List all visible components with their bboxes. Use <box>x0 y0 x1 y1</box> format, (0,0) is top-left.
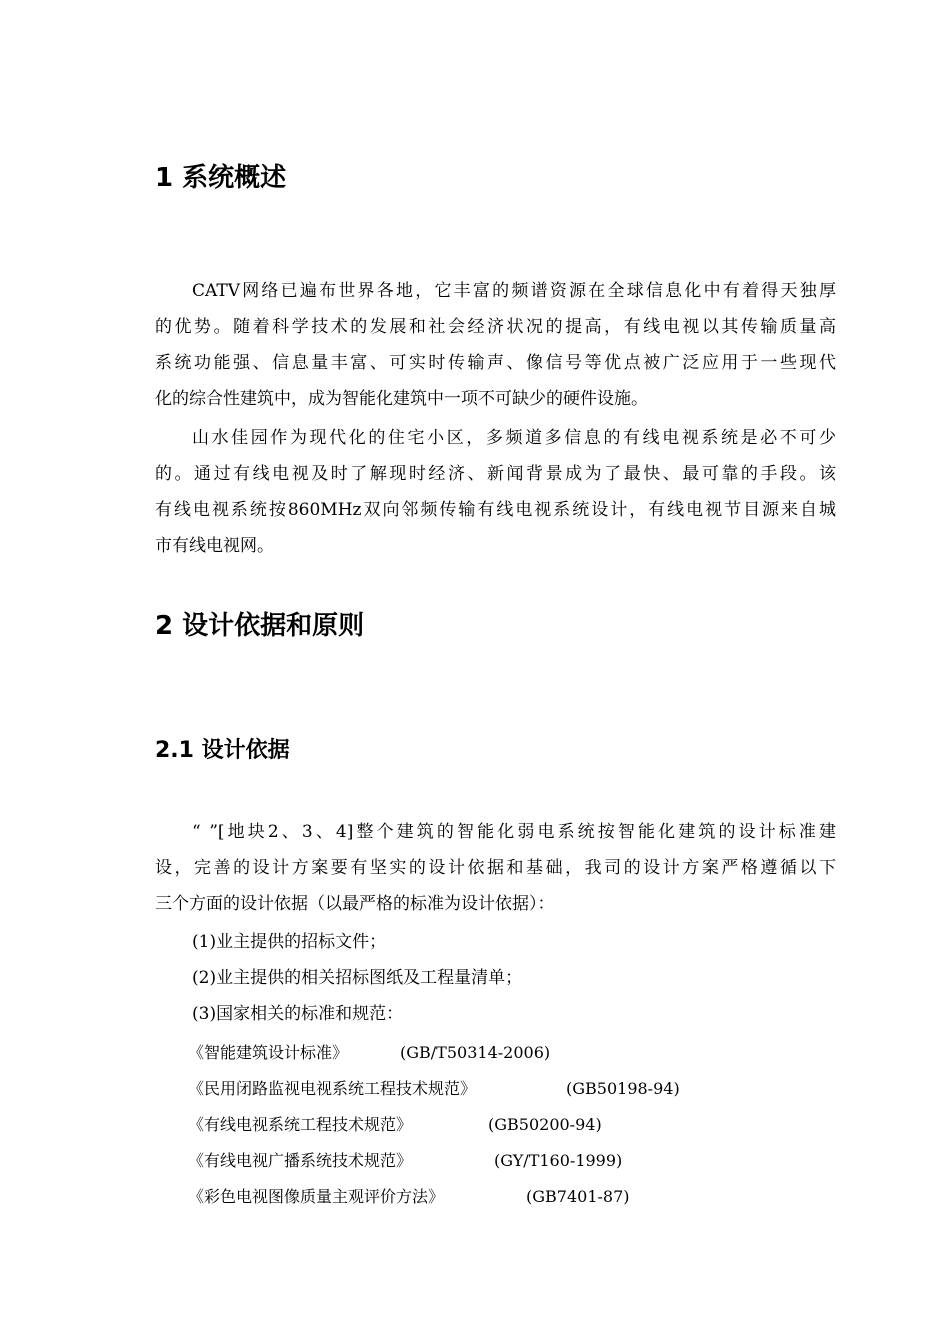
standard-item <box>188 1078 708 1100</box>
paragraph-line: “ ”[地块2、3、4]整个建筑的智能化弱电系统按智能化建筑的设计标准建 <box>192 822 836 842</box>
paragraph-line: 设，完善的设计方案要有坚实的设计依据和基础，我司的设计方案严格遵循以下 <box>155 858 836 878</box>
section-1-heading: 1 系统概述 <box>155 163 287 193</box>
standard-code: (GY/T160-1999) <box>494 1151 623 1170</box>
standard-item <box>188 1114 628 1136</box>
standard-item <box>188 1042 588 1064</box>
paragraph-line: 三个方面的设计依据（以最严格的标准为设计依据）： <box>155 894 555 914</box>
standard-title: 《有线电视广播系统技术规范》 <box>188 1151 413 1170</box>
basis-item: (2)业主提供的相关招标图纸及工程量清单； <box>192 968 523 988</box>
standard-code: (GB50198-94) <box>566 1079 680 1098</box>
standard-item <box>188 1186 648 1208</box>
basis-item: (1)业主提供的招标文件； <box>192 932 387 952</box>
paragraph-line: 山水佳园作为现代化的住宅小区，多频道多信息的有线电视系统是必不可少 <box>192 428 836 448</box>
standard-item <box>188 1150 658 1172</box>
paragraph-line: 的。通过有线电视及时了解现时经济、新闻背景成为了最快、最可靠的手段。该 <box>155 464 836 484</box>
standard-title: 《智能建筑设计标准》 <box>188 1043 349 1062</box>
paragraph-line: 有线电视系统按860MHz双向邻频传输有线电视系统设计，有线电视节目源来自城 <box>155 500 836 520</box>
paragraph-line: CATV网络已遍布世界各地，它丰富的频谱资源在全球信息化中有着得天独厚 <box>192 281 836 301</box>
section-2-heading: 2 设计依据和原则 <box>155 611 365 641</box>
basis-item: (3)国家相关的标准和规范： <box>192 1004 404 1024</box>
standard-title: 《有线电视系统工程技术规范》 <box>188 1115 413 1134</box>
standard-code: (GB/T50314-2006) <box>400 1043 551 1062</box>
standard-title: 《民用闭路监视电视系统工程技术规范》 <box>188 1079 477 1098</box>
paragraph-line: 的优势。随着科学技术的发展和社会经济状况的提高，有线电视以其传输质量高 <box>155 317 836 337</box>
paragraph-line: 市有线电视网。 <box>155 536 274 556</box>
paragraph-line: 化的综合性建筑中，成为智能化建筑中一项不可缺少的硬件设施。 <box>155 389 648 409</box>
standard-title: 《彩色电视图像质量主观评价方法》 <box>188 1187 445 1206</box>
standard-code: (GB50200-94) <box>488 1115 602 1134</box>
section-2-1-heading: 2.1 设计依据 <box>155 738 290 763</box>
standard-code: (GB7401-87) <box>526 1187 630 1206</box>
paragraph-line: 系统功能强、信息量丰富、可实时传输声、像信号等优点被广泛应用于一些现代 <box>155 353 836 373</box>
